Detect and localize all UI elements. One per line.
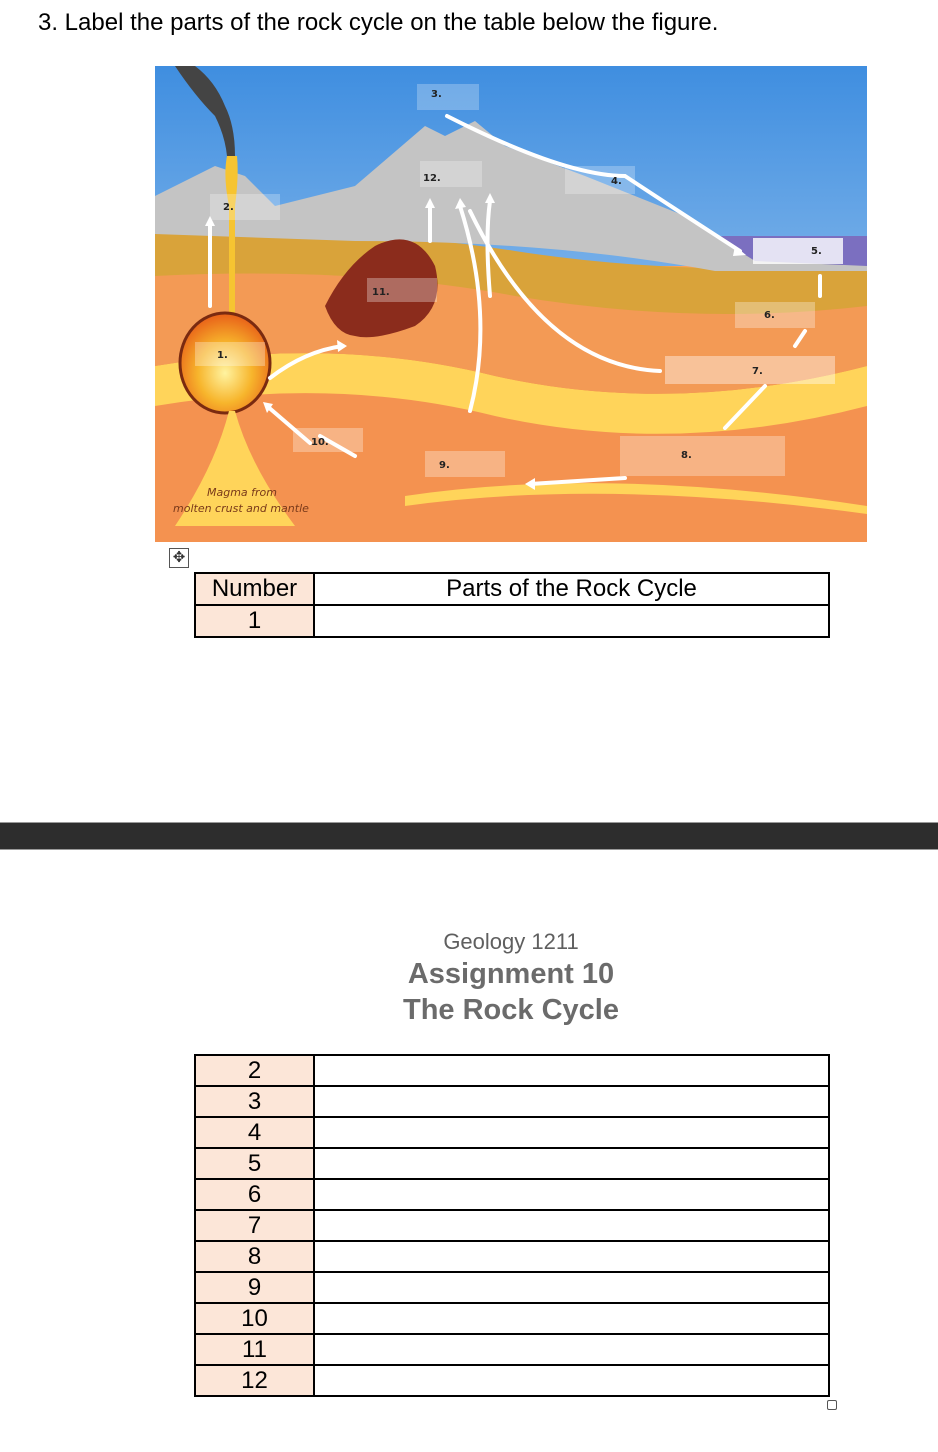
table-row: [195, 1210, 829, 1241]
table-row: [195, 1272, 829, 1303]
assignment-title: Assignment 10: [407, 958, 615, 990]
row-number: 8: [195, 1241, 314, 1272]
row-number: 3: [195, 1086, 314, 1117]
figure-label-7: 7.: [752, 366, 763, 377]
row-part-cell[interactable]: [314, 1117, 829, 1148]
header-parts: Parts of the Rock Cycle: [314, 573, 829, 605]
table-row: [195, 1365, 829, 1396]
row-number: 2: [195, 1055, 314, 1086]
rock-cycle-table-bottom: [194, 1054, 830, 1397]
row-number: 4: [195, 1117, 314, 1148]
move-handle-icon[interactable]: ✥: [169, 548, 189, 568]
table-row: [195, 1179, 829, 1210]
resize-handle-icon[interactable]: [827, 1400, 837, 1410]
row-number: 10: [195, 1303, 314, 1334]
table-row: [195, 605, 829, 637]
table-header-row: [195, 573, 829, 605]
table-row: [195, 1117, 829, 1148]
figure-label-8: 8.: [681, 450, 692, 461]
row-part-cell[interactable]: [314, 1365, 829, 1396]
row-part-cell[interactable]: [314, 1272, 829, 1303]
row-part-cell[interactable]: [314, 1334, 829, 1365]
row-part-cell[interactable]: [314, 1303, 829, 1334]
figure-label-3: 3.: [431, 89, 442, 100]
figure-label-4: 4.: [611, 176, 622, 187]
rock-cycle-table-top: [194, 572, 830, 638]
row-number: 12: [195, 1365, 314, 1396]
figure-label-5: 5.: [811, 246, 822, 257]
row-part-cell[interactable]: [314, 605, 829, 637]
figure-label-10: 10.: [311, 437, 329, 448]
magma-caption-line2: molten crust and mantle: [173, 502, 309, 515]
row-part-cell[interactable]: [314, 1241, 829, 1272]
table-row: [195, 1148, 829, 1179]
row-number: 6: [195, 1179, 314, 1210]
table-row: [195, 1241, 829, 1272]
row-number: 9: [195, 1272, 314, 1303]
row-number: 7: [195, 1210, 314, 1241]
table-row: [195, 1334, 829, 1365]
assignment-topic: The Rock Cycle: [403, 994, 619, 1026]
figure-label-6: 6.: [764, 310, 775, 321]
question-text: 3. Label the parts of the rock cycle on the table below the figure.: [38, 9, 719, 36]
row-part-cell[interactable]: [314, 1148, 829, 1179]
figure-label-2: 2.: [223, 202, 234, 213]
figure-label-9: 9.: [439, 460, 450, 471]
rock-cycle-figure: [155, 66, 867, 542]
figure-label-1: 1.: [217, 350, 228, 361]
row-part-cell[interactable]: [314, 1086, 829, 1117]
row-number: 5: [195, 1148, 314, 1179]
figure-label-12: 12.: [423, 173, 441, 184]
table-row: [195, 1303, 829, 1334]
row-part-cell[interactable]: [314, 1210, 829, 1241]
row-part-cell[interactable]: [314, 1055, 829, 1086]
page-header: [0, 928, 938, 1028]
row-number: 11: [195, 1334, 314, 1365]
course-name: Geology 1211: [443, 929, 579, 954]
row-number: 1: [195, 605, 314, 637]
table-row: [195, 1086, 829, 1117]
header-number: Number: [195, 573, 314, 605]
table-row: [195, 1055, 829, 1086]
row-part-cell[interactable]: [314, 1179, 829, 1210]
figure-label-11: 11.: [372, 287, 390, 298]
page-break: [0, 822, 938, 850]
magma-caption-line1: Magma from: [207, 486, 278, 499]
